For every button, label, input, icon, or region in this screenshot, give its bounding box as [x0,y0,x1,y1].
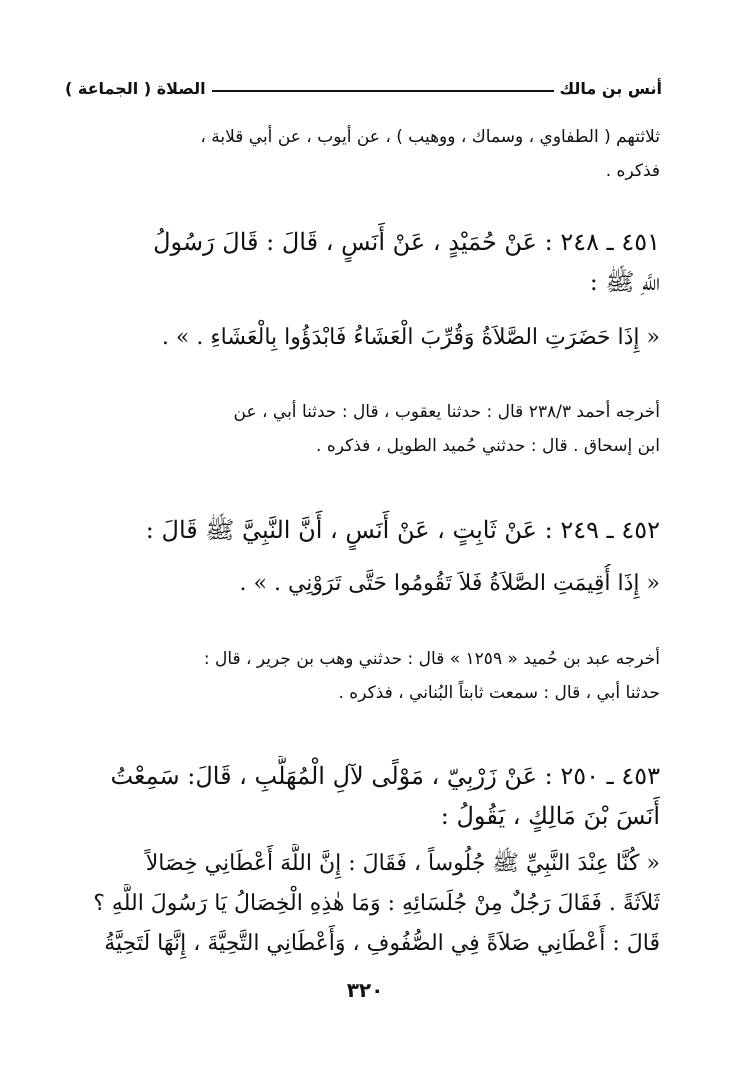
header-section-title: الصلاة ( الجماعة ) [65,79,206,98]
hadith-isnad-line: ٤٥٣ ـ ٢٥٠ : عَنْ زَرْبِيّ ، مَوْلًى لآلِ الْمُهَلَّبِ ، قَالَ: سَمِعْتُ [110,762,660,790]
takhrij-line: أخرجه عبد بن حُميد « ١٢٥٩ » قال : حدثني وهب بن جرير ، قال : [203,649,660,669]
takhrij-452 [68,642,660,710]
hadith-isnad-line: أَنَسَ بْنَ مَالِكٍ ، يَقُولُ : [440,802,660,830]
hadith-matn-line: ثَلاَثَةً . فَقَالَ رَجُلٌ مِنْ جُلَسَائِهِ : وَمَا هٰذِهِ الْخِصَالُ يَا رَسُولَ اللَّهِ ؟ [93,891,660,916]
hadith-matn-line: قَالَ : أَعْطَانِي صَلاَةً فِي الصُّفُوفِ ، وَأَعْطَانِي التَّحِيَّةَ ، إِنَّهَا لَتَحِيَّةُ [104,931,660,956]
hadith-isnad-line: ٤٥٢ ـ ٢٤٩ : عَنْ ثَابِتٍ ، عَنْ أَنَسٍ ، أَنَّ النَّبِيَّ ﷺ قَالَ : [145,516,660,544]
takhrij-line: حدثنا أبي ، قال : سمعت ثابتاً البُناني ، فذكره . [338,683,660,703]
takhrij-451 [68,395,660,463]
running-header [65,72,662,98]
hadith-isnad-line: ٤٥١ ـ ٢٤٨ : عَنْ حُمَيْدٍ ، عَنْ أَنَسٍ ، قَالَ : قَالَ رَسُولُ [153,228,660,256]
hadith-matn-line: « كُنَّا عِنْدَ النَّبِيِّ ﷺ جُلُوساً ، فَقَالَ : إِنَّ اللَّهَ أَعْطَانِي خِصَالاً [145,851,660,876]
text-line: ثلاثتهم ( الطفاوي ، وسماك ، ووهيب ) ، عن أيوب ، عن أبي قلابة ، [200,127,660,147]
header-rule [212,90,554,92]
takhrij-line: أخرجه أحمد ٢٣٨/٣ قال : حدثنا يعقوب ، قال : حدثنا أبي ، عن [233,402,660,422]
hadith-453 [68,756,660,836]
hadith-453-matn [68,844,660,964]
hadith-452-matn [68,564,660,604]
hadith-isnad-line: اللَّهِ ﷺ : [589,268,660,296]
hadith-451-matn [68,318,660,358]
page-number: ٣٢٠ [346,978,384,1002]
text-line: فذكره . [605,161,660,181]
takhrij-line: ابن إسحاق . قال : حدثني حُميد الطويل ، فذكره . [316,436,660,456]
intro-text [68,120,660,188]
hadith-452 [68,510,660,550]
hadith-matn-line: « إِذَا حَضَرَتِ الصَّلاَةُ وَقُرِّبَ الْعَشَاءُ فَابْدَؤُوا بِالْعَشَاءِ . » . [161,325,660,350]
hadith-451 [68,222,660,302]
header-chapter-title: أنس بن مالك [559,79,662,98]
hadith-matn-line: « إِذَا أُقِيمَتِ الصَّلاَةُ فَلاَ تَقُومُوا حَتَّى تَرَوْنِي . » . [239,571,660,596]
